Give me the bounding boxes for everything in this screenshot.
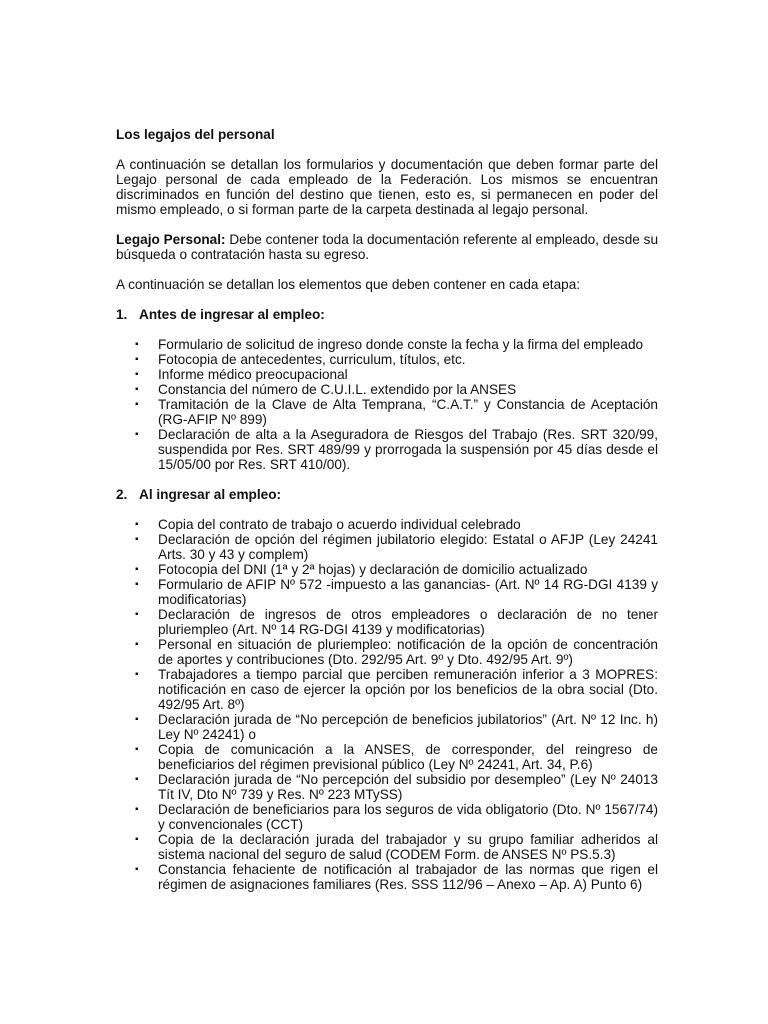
intro-paragraph: A continuación se detallan los formularios y documentación que deben formar parte del Legajo personal de cada empleado de la Federación. Los mismos se encuentran discriminados en función del destino que tienen, esto es, si permanecen en poder del mismo empleado, o si forman parte de la carpeta destinada al legajo personal.: [116, 157, 658, 217]
list-item: [116, 577, 658, 607]
list-item: [116, 562, 658, 577]
legajo-label: Legajo Personal:: [116, 232, 226, 247]
list-item-text: Personal en situación de pluriempleo: notificación de la opción de concentración de aportes y contribuciones (Dto. 292/95 Art. 9º y Dto. 492/95 Art. 9º): [158, 637, 658, 667]
list-item: [116, 712, 658, 742]
list-item: [116, 337, 658, 352]
document-page: [116, 127, 658, 907]
list-item-text: Declaración jurada de “No percepción de beneficios jubilatorios” (Art. Nº 12 Inc. h) Ley Nº 24241) o: [158, 712, 658, 742]
list-item: [116, 607, 658, 637]
square-bullet-icon: ▪: [135, 669, 139, 680]
legajo-text: Debe contener toda la documentación referente al empleado, desde su búsqueda o contratación hasta su egreso.: [116, 232, 658, 262]
list-item-text: Declaración de alta a la Aseguradora de Riesgos del Trabajo (Res. SRT 320/99, suspendida por Res. SRT 489/99 y prorrogada la suspensión por 45 días desde el 15/05/00 por Res. SRT 410/00).: [158, 427, 658, 472]
list-item: [116, 742, 658, 772]
section-heading-text: Antes de ingresar al empleo:: [139, 307, 325, 322]
list-item-text: Copia de la declaración jurada del trabajador y su grupo familiar adheridos al sistema nacional del seguro de salud (CODEM Form. de ANSES Nº PS.5.3): [158, 832, 658, 862]
list-item: [116, 802, 658, 832]
list-item-text: Declaración jurada de “No percepción del subsidio por desempleo” (Ley Nº 24013 Tít IV, Dto Nº 739 y Res. Nº 223 MTySS): [158, 772, 658, 802]
square-bullet-icon: ▪: [135, 354, 139, 365]
list-item-text: Constancia fehaciente de notificación al trabajador de las normas que rigen el régimen de asignaciones familiares (Res. SSS 112/96 – Anexo – Ap. A) Punto 6): [158, 862, 658, 892]
list-item: [116, 667, 658, 712]
square-bullet-icon: ▪: [135, 834, 139, 845]
square-bullet-icon: ▪: [135, 534, 139, 545]
list-item-text: Tramitación de la Clave de Alta Temprana, “C.A.T.” y Constancia de Aceptación (RG-AFIP Nº 899): [158, 397, 658, 427]
square-bullet-icon: ▪: [135, 519, 139, 530]
list-item: [116, 772, 658, 802]
list-item: [116, 397, 658, 427]
sections-container: [116, 307, 658, 892]
list-item: [116, 862, 658, 892]
square-bullet-icon: ▪: [135, 564, 139, 575]
document-title: Los legajos del personal: [116, 127, 275, 142]
section-item-list: [116, 517, 658, 892]
list-item-text: Formulario de AFIP Nº 572 -impuesto a las ganancias- (Art. Nº 14 RG-DGI 4139 y modificatorias): [158, 577, 658, 607]
list-item-text: Trabajadores a tiempo parcial que perciben remuneración inferior a 3 MOPRES: notificación en caso de ejercer la opción por los beneficios de la obra social (Dto. 492/95 Art. 8º): [158, 667, 658, 712]
list-item-text: Informe médico preocupacional: [158, 367, 348, 382]
list-item-text: Copia del contrato de trabajo o acuerdo individual celebrado: [158, 517, 521, 532]
list-item-text: Formulario de solicitud de ingreso donde conste la fecha y la firma del empleado: [158, 337, 644, 352]
square-bullet-icon: ▪: [135, 744, 139, 755]
list-item: [116, 517, 658, 532]
square-bullet-icon: ▪: [135, 774, 139, 785]
section-heading: [116, 307, 658, 322]
list-item: [116, 367, 658, 382]
list-item: [116, 637, 658, 667]
legajo-paragraph: [116, 232, 658, 262]
square-bullet-icon: ▪: [135, 714, 139, 725]
list-item: [116, 427, 658, 472]
square-bullet-icon: ▪: [135, 384, 139, 395]
list-item: [116, 382, 658, 397]
square-bullet-icon: ▪: [135, 339, 139, 350]
square-bullet-icon: ▪: [135, 804, 139, 815]
list-item-text: Declaración de beneficiarios para los seguros de vida obligatorio (Dto. Nº 1567/74) y convencionales (CCT): [158, 802, 658, 832]
section-heading-text: Al ingresar al empleo:: [139, 487, 282, 502]
stages-intro: A continuación se detallan los elementos que deben contener en cada etapa:: [116, 277, 581, 292]
square-bullet-icon: ▪: [135, 579, 139, 590]
square-bullet-icon: ▪: [135, 429, 139, 440]
list-item: [116, 352, 658, 367]
list-item-text: Copia de comunicación a la ANSES, de corresponder, del reingreso de beneficiarios del régimen previsional público (Ley Nº 24241, Art. 34, P.6): [158, 742, 658, 772]
list-item-text: Declaración de ingresos de otros empleadores o declaración de no tener pluriempleo (Art. Nº 14 RG-DGI 4139 y modificatorias): [158, 607, 658, 637]
square-bullet-icon: ▪: [135, 369, 139, 380]
list-item-text: Constancia del número de C.U.I.L. extendido por la ANSES: [158, 382, 517, 397]
section-item-list: [116, 337, 658, 472]
list-item: [116, 532, 658, 562]
section-number: 1.: [116, 307, 128, 322]
square-bullet-icon: ▪: [135, 399, 139, 410]
list-item: [116, 832, 658, 862]
list-item-text: Declaración de opción del régimen jubilatorio elegido: Estatal o AFJP (Ley 24241 Arts. 30 y 43 y complem): [158, 532, 658, 562]
square-bullet-icon: ▪: [135, 864, 139, 875]
list-item-text: Fotocopia del DNI (1ª y 2ª hojas) y declaración de domicilio actualizado: [158, 562, 588, 577]
list-item-text: Fotocopia de antecedentes, curriculum, títulos, etc.: [158, 352, 466, 367]
square-bullet-icon: ▪: [135, 639, 139, 650]
section-heading: [116, 487, 658, 502]
square-bullet-icon: ▪: [135, 609, 139, 620]
section-number: 2.: [116, 487, 128, 502]
